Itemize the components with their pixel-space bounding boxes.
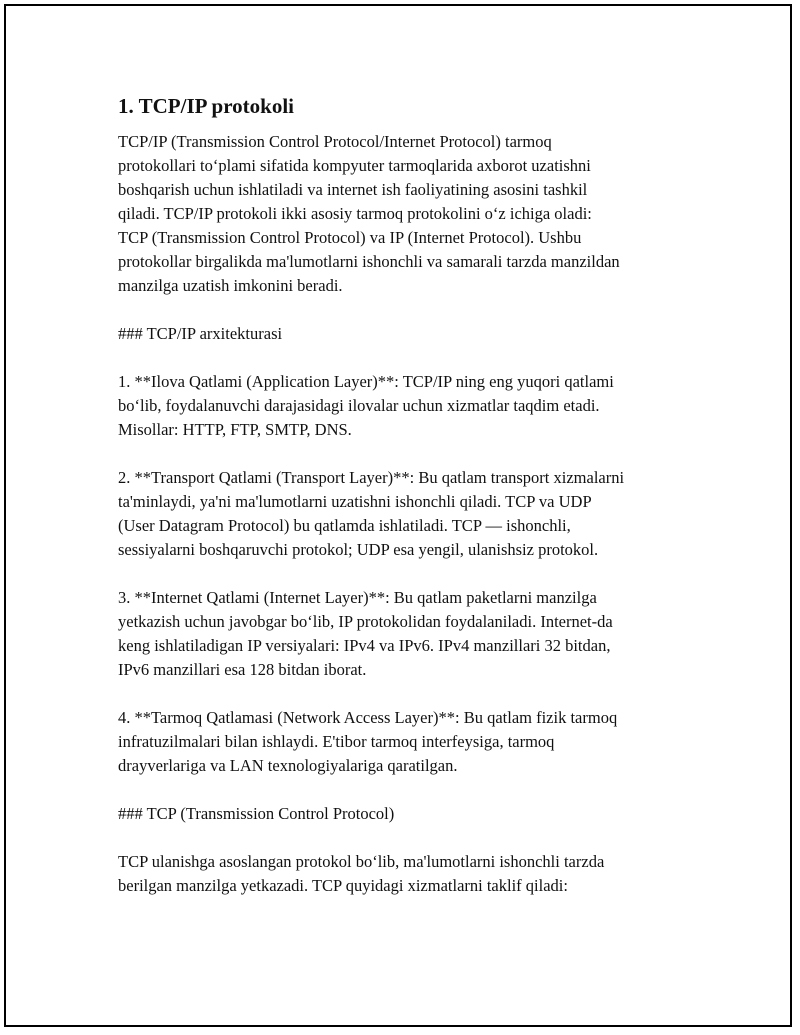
subheading-architecture: ### TCP/IP arxitekturasi (118, 324, 283, 343)
list-item-transport-layer: 2. **Transport Qatlami (Transport Layer)**: Bu qatlam transport xizmalarni ta'minlaydi, ya'ni ma'lumotlarni uzatishni ishonchli qiladi. TCP va UDP (User Datagram Protocol) bu qatlamda ishlatiladi. TCP — ishonchli, sessiyalarni boshqaruvchi protokol; UDP esa yengil, ulanishsiz protokol. (118, 468, 625, 559)
list-item-network-access-layer: 4. **Tarmoq Qatlamasi (Network Access Layer)**: Bu qatlam fizik tarmoq infratuzilmalari bilan ishlaydi. E'tibor tarmoq interfeysiga, tarmoq drayverlariga va LAN texnologiyalariga qaratilgan. (118, 708, 618, 775)
subheading-tcp: ### TCP (Transmission Control Protocol) (118, 804, 395, 823)
list-item-internet-layer: 3. **Internet Qatlami (Internet Layer)**: Bu qatlam paketlarni manzilga yetkazish uchun javobgar bo‘lib, IP protokolidan foydalaniladi. Internet-da keng ishlatiladigan IP versiyalari: IPv4 va IPv6. IPv4 manzillari 32 bitdan, IPv6 manzillari esa 128 bitdan iborat. (118, 588, 613, 679)
tcp-paragraph: TCP ulanishga asoslangan protokol bo‘lib, ma'lumotlarni ishonchli tarzda berilgan manzilga yetkazadi. TCP quyidagi xizmatlarni taklif qiladi: (118, 852, 605, 895)
intro-paragraph: TCP/IP (Transmission Control Protocol/Internet Protocol) tarmoq protokollari to‘plami sifatida kompyuter tarmoqlarida axborot uzatishni boshqarish uchun ishlatiladi va internet ish faoliyatining asosini tashkil qiladi. TCP/IP protokoli ikki asosiy tarmoq protokolini o‘z ichiga oladi: TCP (Transmission Control Protocol) va IP (Internet Protocol). Ushbu protokollar birgalikda ma'lumotlarni ishonchli va samarali tarzda manzildan manzilga uzatish imkonini beradi. (118, 132, 620, 295)
document-body (118, 92, 698, 922)
section-heading: 1. TCP/IP protokoli (118, 94, 295, 118)
list-item-application-layer: 1. **Ilova Qatlami (Application Layer)**: TCP/IP ning eng yuqori qatlami bo‘lib, foydalanuvchi darajasidagi ilovalar uchun xizmatlar taqdim etadi. Misollar: HTTP, FTP, SMTP, DNS. (118, 372, 614, 439)
